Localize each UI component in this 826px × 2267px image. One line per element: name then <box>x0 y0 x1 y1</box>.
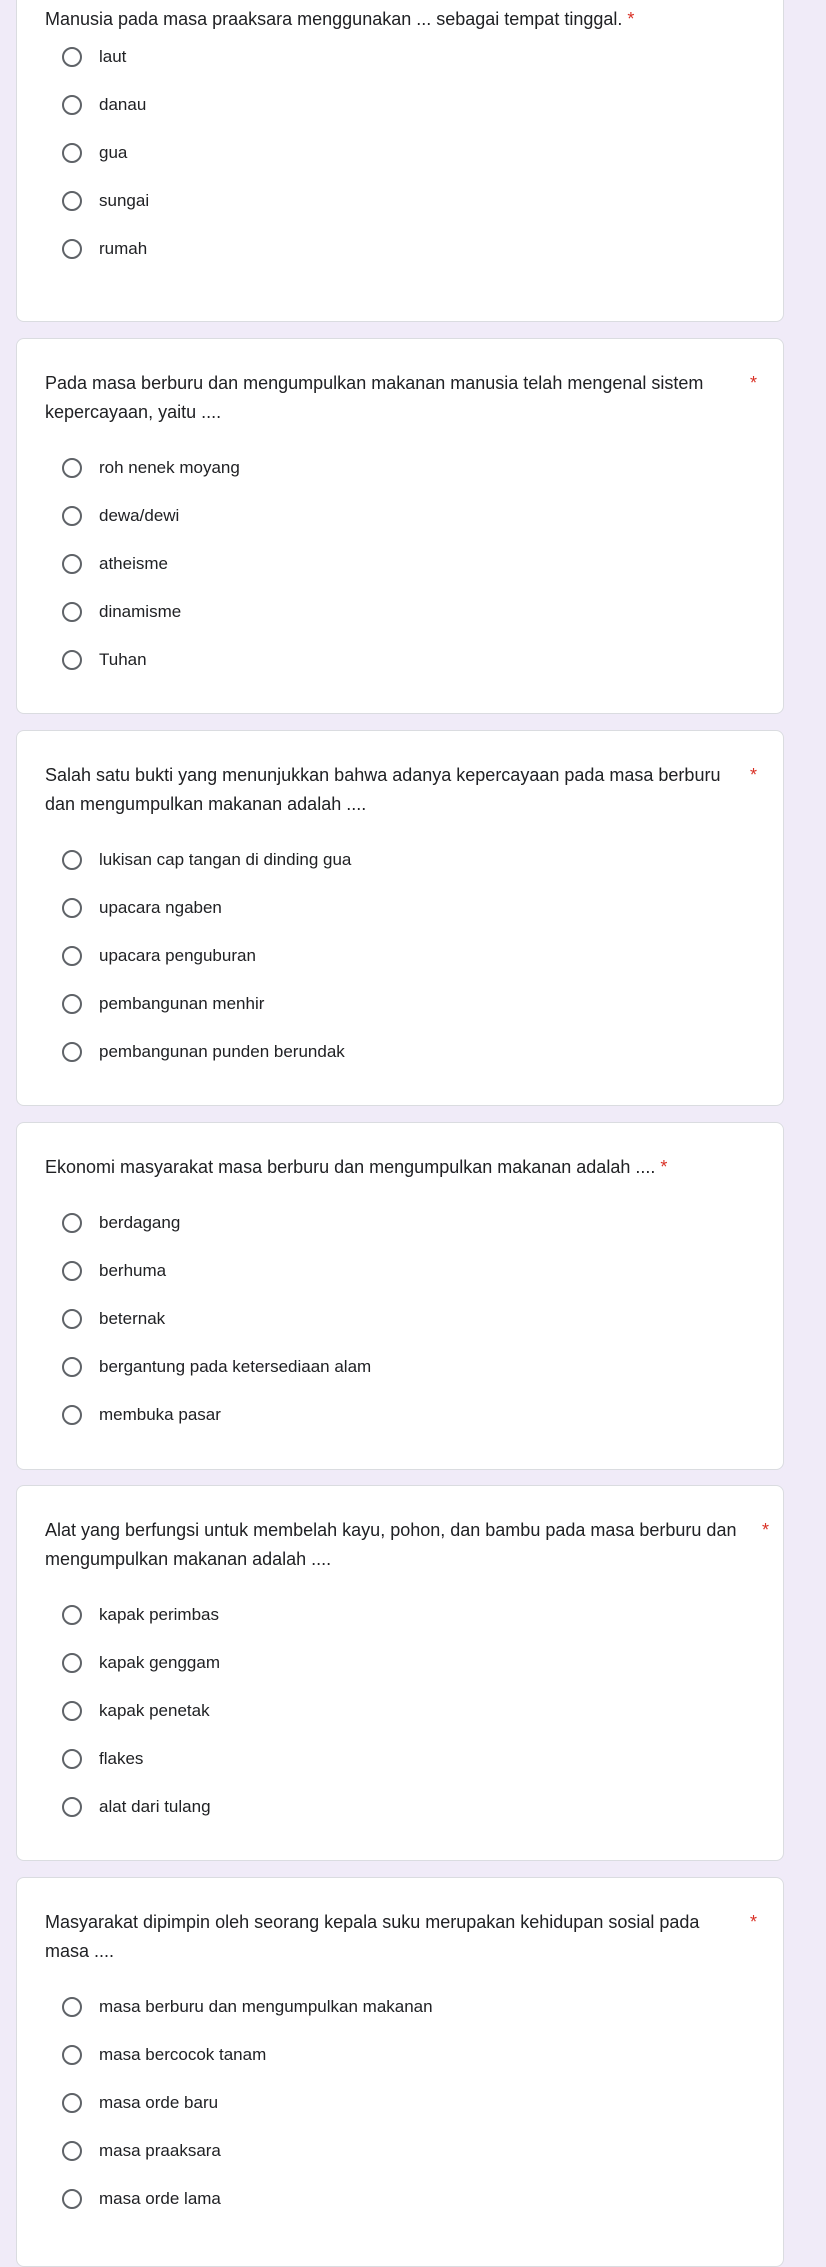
option-dewa-dewi[interactable] <box>45 496 745 536</box>
option-label: masa orde baru <box>99 2093 219 2112</box>
option-tuhan[interactable] <box>45 640 745 680</box>
option-upacara-penguburan[interactable] <box>45 936 745 976</box>
radio-circle-icon[interactable] <box>62 946 82 966</box>
option-label: kapak perimbas <box>99 1605 220 1624</box>
required-asterisk: * <box>761 1520 769 1540</box>
question-text: Manusia pada masa praaksara menggunakan ... sebagai tempat tinggal. <box>45 9 623 29</box>
option-rumah[interactable] <box>45 229 745 269</box>
radio-circle-icon[interactable] <box>62 1042 82 1062</box>
option-label: sungai <box>99 191 150 210</box>
option-label: laut <box>99 47 127 66</box>
option-label: flakes <box>99 1749 144 1768</box>
option-laut[interactable] <box>45 37 745 77</box>
option-label: berhuma <box>99 1261 167 1280</box>
option-kapak-genggam[interactable] <box>45 1643 745 1683</box>
question-title <box>45 5 765 34</box>
radio-circle-icon[interactable] <box>62 1653 82 1673</box>
option-kapak-perimbas[interactable] <box>45 1595 745 1635</box>
question-card-3 <box>16 730 784 1106</box>
radio-circle-icon[interactable] <box>62 506 82 526</box>
option-label: danau <box>99 95 147 114</box>
option-pembangunan-punden-berundak[interactable] <box>45 1032 745 1072</box>
required-asterisk: * <box>627 9 635 29</box>
option-label: atheisme <box>99 554 168 573</box>
required-asterisk: * <box>660 1157 668 1177</box>
option-masa-orde-baru[interactable] <box>45 2083 745 2123</box>
option-upacara-ngaben[interactable] <box>45 888 745 928</box>
option-bergantung-pada-alam[interactable] <box>45 1347 745 1387</box>
radio-circle-icon[interactable] <box>62 239 82 259</box>
option-berdagang[interactable] <box>45 1203 745 1243</box>
option-berhuma[interactable] <box>45 1251 745 1291</box>
option-label: upacara penguburan <box>99 946 256 965</box>
option-label: membuka pasar <box>99 1405 221 1424</box>
radio-circle-icon[interactable] <box>62 2189 82 2209</box>
option-lukisan-cap-tangan[interactable] <box>45 840 745 880</box>
radio-circle-icon[interactable] <box>62 1357 82 1377</box>
option-label: bergantung pada ketersediaan alam <box>99 1357 372 1376</box>
radio-circle-icon[interactable] <box>62 2141 82 2161</box>
radio-circle-icon[interactable] <box>62 1797 82 1817</box>
radio-circle-icon[interactable] <box>62 1405 82 1425</box>
option-masa-berburu[interactable] <box>45 1987 745 2027</box>
option-label: rumah <box>99 239 148 258</box>
option-masa-praaksara[interactable] <box>45 2131 745 2171</box>
option-gua[interactable] <box>45 133 745 173</box>
option-label: gua <box>99 143 128 162</box>
option-atheisme[interactable] <box>45 544 745 584</box>
radio-circle-icon[interactable] <box>62 191 82 211</box>
question-title: Pada masa berburu dan mengumpulkan makanan manusia telah mengenal sistem kepercayaan, yaitu .... <box>45 373 704 422</box>
option-flakes[interactable] <box>45 1739 745 1779</box>
option-label: dinamisme <box>99 602 182 621</box>
radio-circle-icon[interactable] <box>62 2045 82 2065</box>
option-label: lukisan cap tangan di dinding gua <box>99 850 352 869</box>
question-card-5 <box>16 1485 784 1861</box>
question-card-2 <box>16 338 784 714</box>
radio-circle-icon[interactable] <box>62 1213 82 1233</box>
option-label: Tuhan <box>99 650 147 669</box>
option-label: roh nenek moyang <box>99 458 240 477</box>
radio-circle-icon[interactable] <box>62 1997 82 2017</box>
option-label: beternak <box>99 1309 166 1328</box>
option-danau[interactable] <box>45 85 745 125</box>
option-label: masa orde lama <box>99 2189 221 2208</box>
option-pembangunan-menhir[interactable] <box>45 984 745 1024</box>
option-beternak[interactable] <box>45 1299 745 1339</box>
option-label: masa praaksara <box>99 2141 221 2160</box>
radio-circle-icon[interactable] <box>62 850 82 870</box>
radio-circle-icon[interactable] <box>62 2093 82 2113</box>
question-title: Alat yang berfungsi untuk membelah kayu, pohon, dan bambu pada masa berburu dan mengumpulkan makanan adalah .... <box>45 1520 737 1569</box>
radio-circle-icon[interactable] <box>62 1261 82 1281</box>
radio-circle-icon[interactable] <box>62 143 82 163</box>
option-label: masa bercocok tanam <box>99 2045 267 2064</box>
radio-circle-icon[interactable] <box>62 650 82 670</box>
radio-circle-icon[interactable] <box>62 1749 82 1769</box>
question-text: Ekonomi masyarakat masa berburu dan mengumpulkan makanan adalah .... <box>45 1157 656 1177</box>
option-dinamisme[interactable] <box>45 592 745 632</box>
question-card-1 <box>16 0 784 322</box>
required-asterisk: * <box>749 1912 757 1932</box>
option-label: alat dari tulang <box>99 1797 211 1816</box>
radio-circle-icon[interactable] <box>62 1309 82 1329</box>
radio-circle-icon[interactable] <box>62 994 82 1014</box>
option-sungai[interactable] <box>45 181 745 221</box>
radio-circle-icon[interactable] <box>62 898 82 918</box>
question-title: Masyarakat dipimpin oleh seorang kepala suku merupakan kehidupan sosial pada masa .... <box>45 1912 700 1961</box>
radio-circle-icon[interactable] <box>62 1701 82 1721</box>
radio-circle-icon[interactable] <box>62 458 82 478</box>
question-card-4 <box>16 1122 784 1470</box>
option-kapak-penetak[interactable] <box>45 1691 745 1731</box>
question-title: Salah satu bukti yang menunjukkan bahwa adanya kepercayaan pada masa berburu dan mengumpulkan makanan adalah .... <box>45 765 721 814</box>
option-label: dewa/dewi <box>99 506 180 525</box>
radio-circle-icon[interactable] <box>62 95 82 115</box>
option-masa-bercocok-tanam[interactable] <box>45 2035 745 2075</box>
option-label: kapak penetak <box>99 1701 210 1720</box>
option-label: upacara ngaben <box>99 898 222 917</box>
required-asterisk: * <box>749 373 757 393</box>
option-label: masa berburu dan mengumpulkan makanan <box>99 1997 433 2016</box>
required-asterisk: * <box>749 765 757 785</box>
question-title <box>45 1153 765 1182</box>
option-label: berdagang <box>99 1213 181 1232</box>
radio-circle-icon[interactable] <box>62 1605 82 1625</box>
option-masa-orde-lama[interactable] <box>45 2179 745 2219</box>
question-card-6 <box>16 1877 784 2267</box>
option-alat-dari-tulang[interactable] <box>45 1787 745 1827</box>
option-label: pembangunan punden berundak <box>99 1042 345 1061</box>
option-membuka-pasar[interactable] <box>45 1395 745 1435</box>
option-roh-nenek-moyang[interactable] <box>45 448 745 488</box>
option-label: kapak genggam <box>99 1653 220 1672</box>
radio-circle-icon[interactable] <box>62 602 82 622</box>
option-label: pembangunan menhir <box>99 994 265 1013</box>
radio-circle-icon[interactable] <box>62 554 82 574</box>
radio-circle-icon[interactable] <box>62 47 82 67</box>
